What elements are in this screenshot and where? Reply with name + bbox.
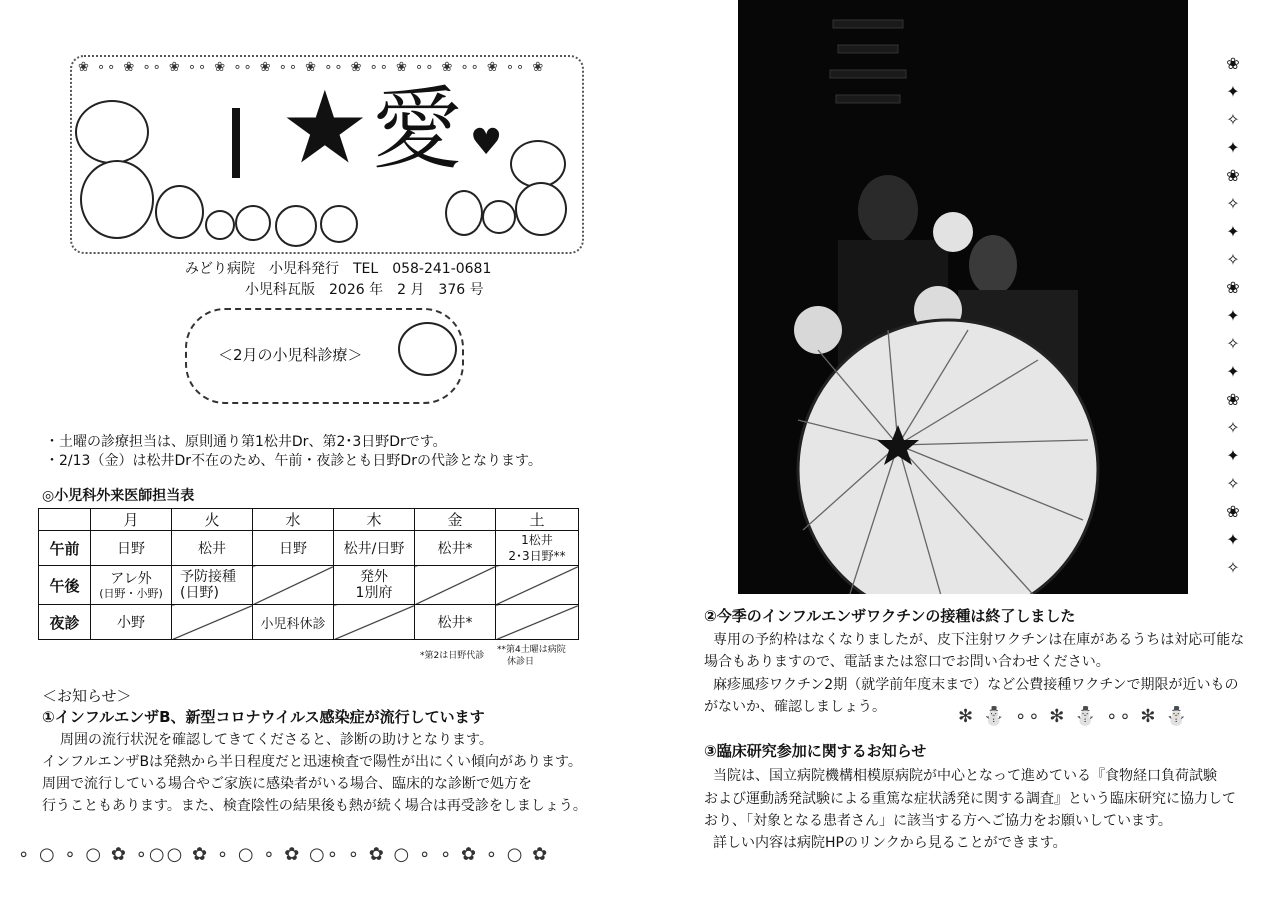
table-cell (91, 566, 172, 605)
bear-character (445, 190, 483, 236)
notice-3-line: 当院は、国立病院機構相模原病院が中心となって進めている『食物経口負荷試験 (713, 768, 1217, 784)
newsletter-title: 愛 (372, 77, 462, 182)
notice-1-line: 周囲の流行状況を確認してきてくださると、診断の助けとなります。 (60, 732, 493, 748)
star-icon: ✦ (1226, 82, 1240, 101)
cell-line: 予防接種 (180, 569, 236, 585)
flower-icon: ❀ (1226, 390, 1240, 409)
row-label-evening: 夜診 (39, 605, 91, 640)
cell-line: アレ外 (110, 570, 152, 587)
photo-illustration (738, 0, 1188, 594)
notice-1-line: 行うこともあります。また、検査陰性の結果後も熱が続く場合は再受診をしましょう。 (42, 798, 587, 814)
star-icon: ✦ (1226, 446, 1240, 465)
notice-2-line: 麻疹風疹ワクチン2期（就学前年度末まで）など公費接種ワクチンで期限が近いもの (713, 677, 1239, 693)
cat-character (398, 322, 457, 376)
table-row (39, 531, 579, 566)
small-bear-character (482, 200, 516, 234)
monthly-badge-label: ＜2月の小児科診療＞ (218, 346, 363, 364)
day-header: 水 (253, 509, 334, 531)
row-label-afternoon: 午後 (39, 566, 91, 605)
notice-3-line: 詳しい内容は病院HPのリンクから見ることができます。 (713, 835, 1067, 851)
schedule-note-1: ・土曜の診療担当は、原則通り第1松井Dr、第2･3日野Drです。 (45, 434, 447, 450)
table-row (39, 605, 579, 640)
table-cell: 松井 (172, 531, 253, 566)
table-footnote-1: *第2は日野代診 (420, 651, 485, 661)
flower-icon: ❀ (1226, 166, 1240, 185)
notice-1-line: インフルエンザBは発熱から半日程度だと迅速検査で陽性が出にくい傾向があります。 (42, 754, 582, 770)
snowball-1 (205, 210, 235, 240)
table-cell (172, 566, 253, 605)
cell-line: 1松井 (521, 533, 553, 547)
day-header: 木 (334, 509, 415, 531)
table-header-row (39, 509, 579, 531)
title-bar (232, 108, 240, 178)
star-icon: ✧ (1226, 194, 1240, 213)
notice-3-line: および運動誘発試験による重篤な症状誘発に関する調査』という臨床研究に協力して (704, 791, 1236, 807)
table-cell: 日野 (253, 531, 334, 566)
table-caption: ◎小児科外来医師担当表 (42, 488, 195, 504)
flower-icon: ❀ (1226, 502, 1240, 521)
notices-heading: ＜お知らせ＞ (42, 687, 132, 705)
table-cell-empty (172, 605, 253, 640)
notice-3-line: おり、「対象となる患者さん」に該当する方へご協力をお願いしています。 (704, 813, 1172, 829)
notice-2-line: 専用の予約枠はなくなりましたが、皮下注射ワクチンは在庫があるうちは対応可能な (713, 632, 1245, 648)
notice-3-title: ③臨床研究参加に関するお知らせ (704, 742, 927, 760)
table-cell-empty (415, 566, 496, 605)
table-cell: 小児科休診 (253, 605, 334, 640)
snowball-3 (275, 205, 317, 247)
table-row (39, 566, 579, 605)
star-icon: ✧ (1226, 250, 1240, 269)
table-cell-empty (253, 566, 334, 605)
snowball-2 (235, 205, 271, 241)
notice-2-line: がないか、確認しましょう。 (704, 699, 886, 715)
cell-line: 1別府 (355, 585, 393, 601)
star-icon: ✧ (1226, 558, 1240, 577)
rabbit-character (75, 100, 149, 164)
table-cell: 小野 (91, 605, 172, 640)
notice-2-line: 場合もありますので、電話または窓口でお問い合わせください。 (704, 654, 1110, 670)
notice-1-line: 周囲で流行している場合やご家族に感染者がいる場合、臨床的な診断で処方を (42, 776, 532, 792)
table-corner (39, 509, 91, 531)
row-label-morning: 午前 (39, 531, 91, 566)
table-cell (496, 531, 579, 566)
title-star-icon: ★ (280, 69, 370, 186)
star-icon: ✦ (1226, 222, 1240, 241)
table-footnote-2b: 休診日 (507, 657, 535, 667)
star-icon: ✦ (1226, 530, 1240, 549)
star-icon: ✧ (1226, 474, 1240, 493)
star-icon: ✧ (1226, 418, 1240, 437)
title-heart-icon: ♥ (470, 122, 503, 163)
hospital-contact: みどり病院 小児科発行 TEL 058-241-0681 (185, 261, 492, 277)
table-cell (334, 566, 415, 605)
cell-line: 2･3日野** (508, 549, 566, 563)
table-cell: 松井/日野 (334, 531, 415, 566)
star-icon: ✦ (1226, 138, 1240, 157)
table-cell-empty (334, 605, 415, 640)
day-header: 金 (415, 509, 496, 531)
flower-icon: ❀ (1226, 278, 1240, 297)
bottom-garland: ∘ ○ ∘ ○ ✿ ∘○○ ✿ ∘ ○ ∘ ✿ ○∘ ∘ ✿ ○ ∘ ∘ ✿ ∘ ○ ✿ (18, 844, 550, 865)
day-header: 火 (172, 509, 253, 531)
issue-info: 小児科瓦版 2026 年 2 月 376 号 (245, 282, 484, 298)
star-icon: ✦ (1226, 362, 1240, 381)
table-cell-empty (496, 605, 579, 640)
raccoon-character (510, 140, 566, 188)
schedule-note-2: ・2/13（金）は松井Dr不在のため、午前・夜診とも日野Drの代診となります。 (45, 453, 542, 469)
table-cell: 松井* (415, 605, 496, 640)
vertical-garland (1218, 50, 1248, 582)
cell-line: 発外 (360, 569, 388, 585)
day-header: 土 (496, 509, 579, 531)
flower-garland-top: ❀ ∘∘ ❀ ∘∘ ❀ ∘∘ ❀ ∘∘ ❀ ∘∘ ❀ ∘∘ ❀ ∘∘ ❀ ∘∘ ❀ ∘∘ ❀ ∘∘ ❀ (78, 60, 546, 75)
snowman-right-body (515, 182, 567, 236)
day-header: 月 (91, 509, 172, 531)
doctor-schedule-table (38, 508, 579, 640)
star-icon: ✦ (1226, 306, 1240, 325)
cell-line: (日野) (180, 585, 219, 601)
table-cell-empty (496, 566, 579, 605)
star-icon: ✧ (1226, 334, 1240, 353)
child-with-hat (320, 205, 358, 243)
table-footnote-2a: **第4土曜は病院 (497, 645, 566, 655)
snowman-left-body (80, 160, 154, 239)
flower-icon: ❀ (1226, 54, 1240, 73)
notice-1-title: ①インフルエンザB、新型コロナウイルス感染症が流行しています (42, 708, 485, 726)
notice-2-title: ②今季のインフルエンザワクチンの接種は終了しました (704, 607, 1076, 625)
star-icon: ✧ (1226, 110, 1240, 129)
table-cell: 松井* (415, 531, 496, 566)
cell-line: (日野・小野) (99, 586, 163, 600)
table-cell: 日野 (91, 531, 172, 566)
lantern-festival-photo (738, 0, 1188, 594)
snowman-garland: ✻ ⛄ ∘∘ ✻ ⛄ ∘∘ ✻ ⛄ (958, 706, 1190, 727)
child-character (155, 185, 204, 239)
